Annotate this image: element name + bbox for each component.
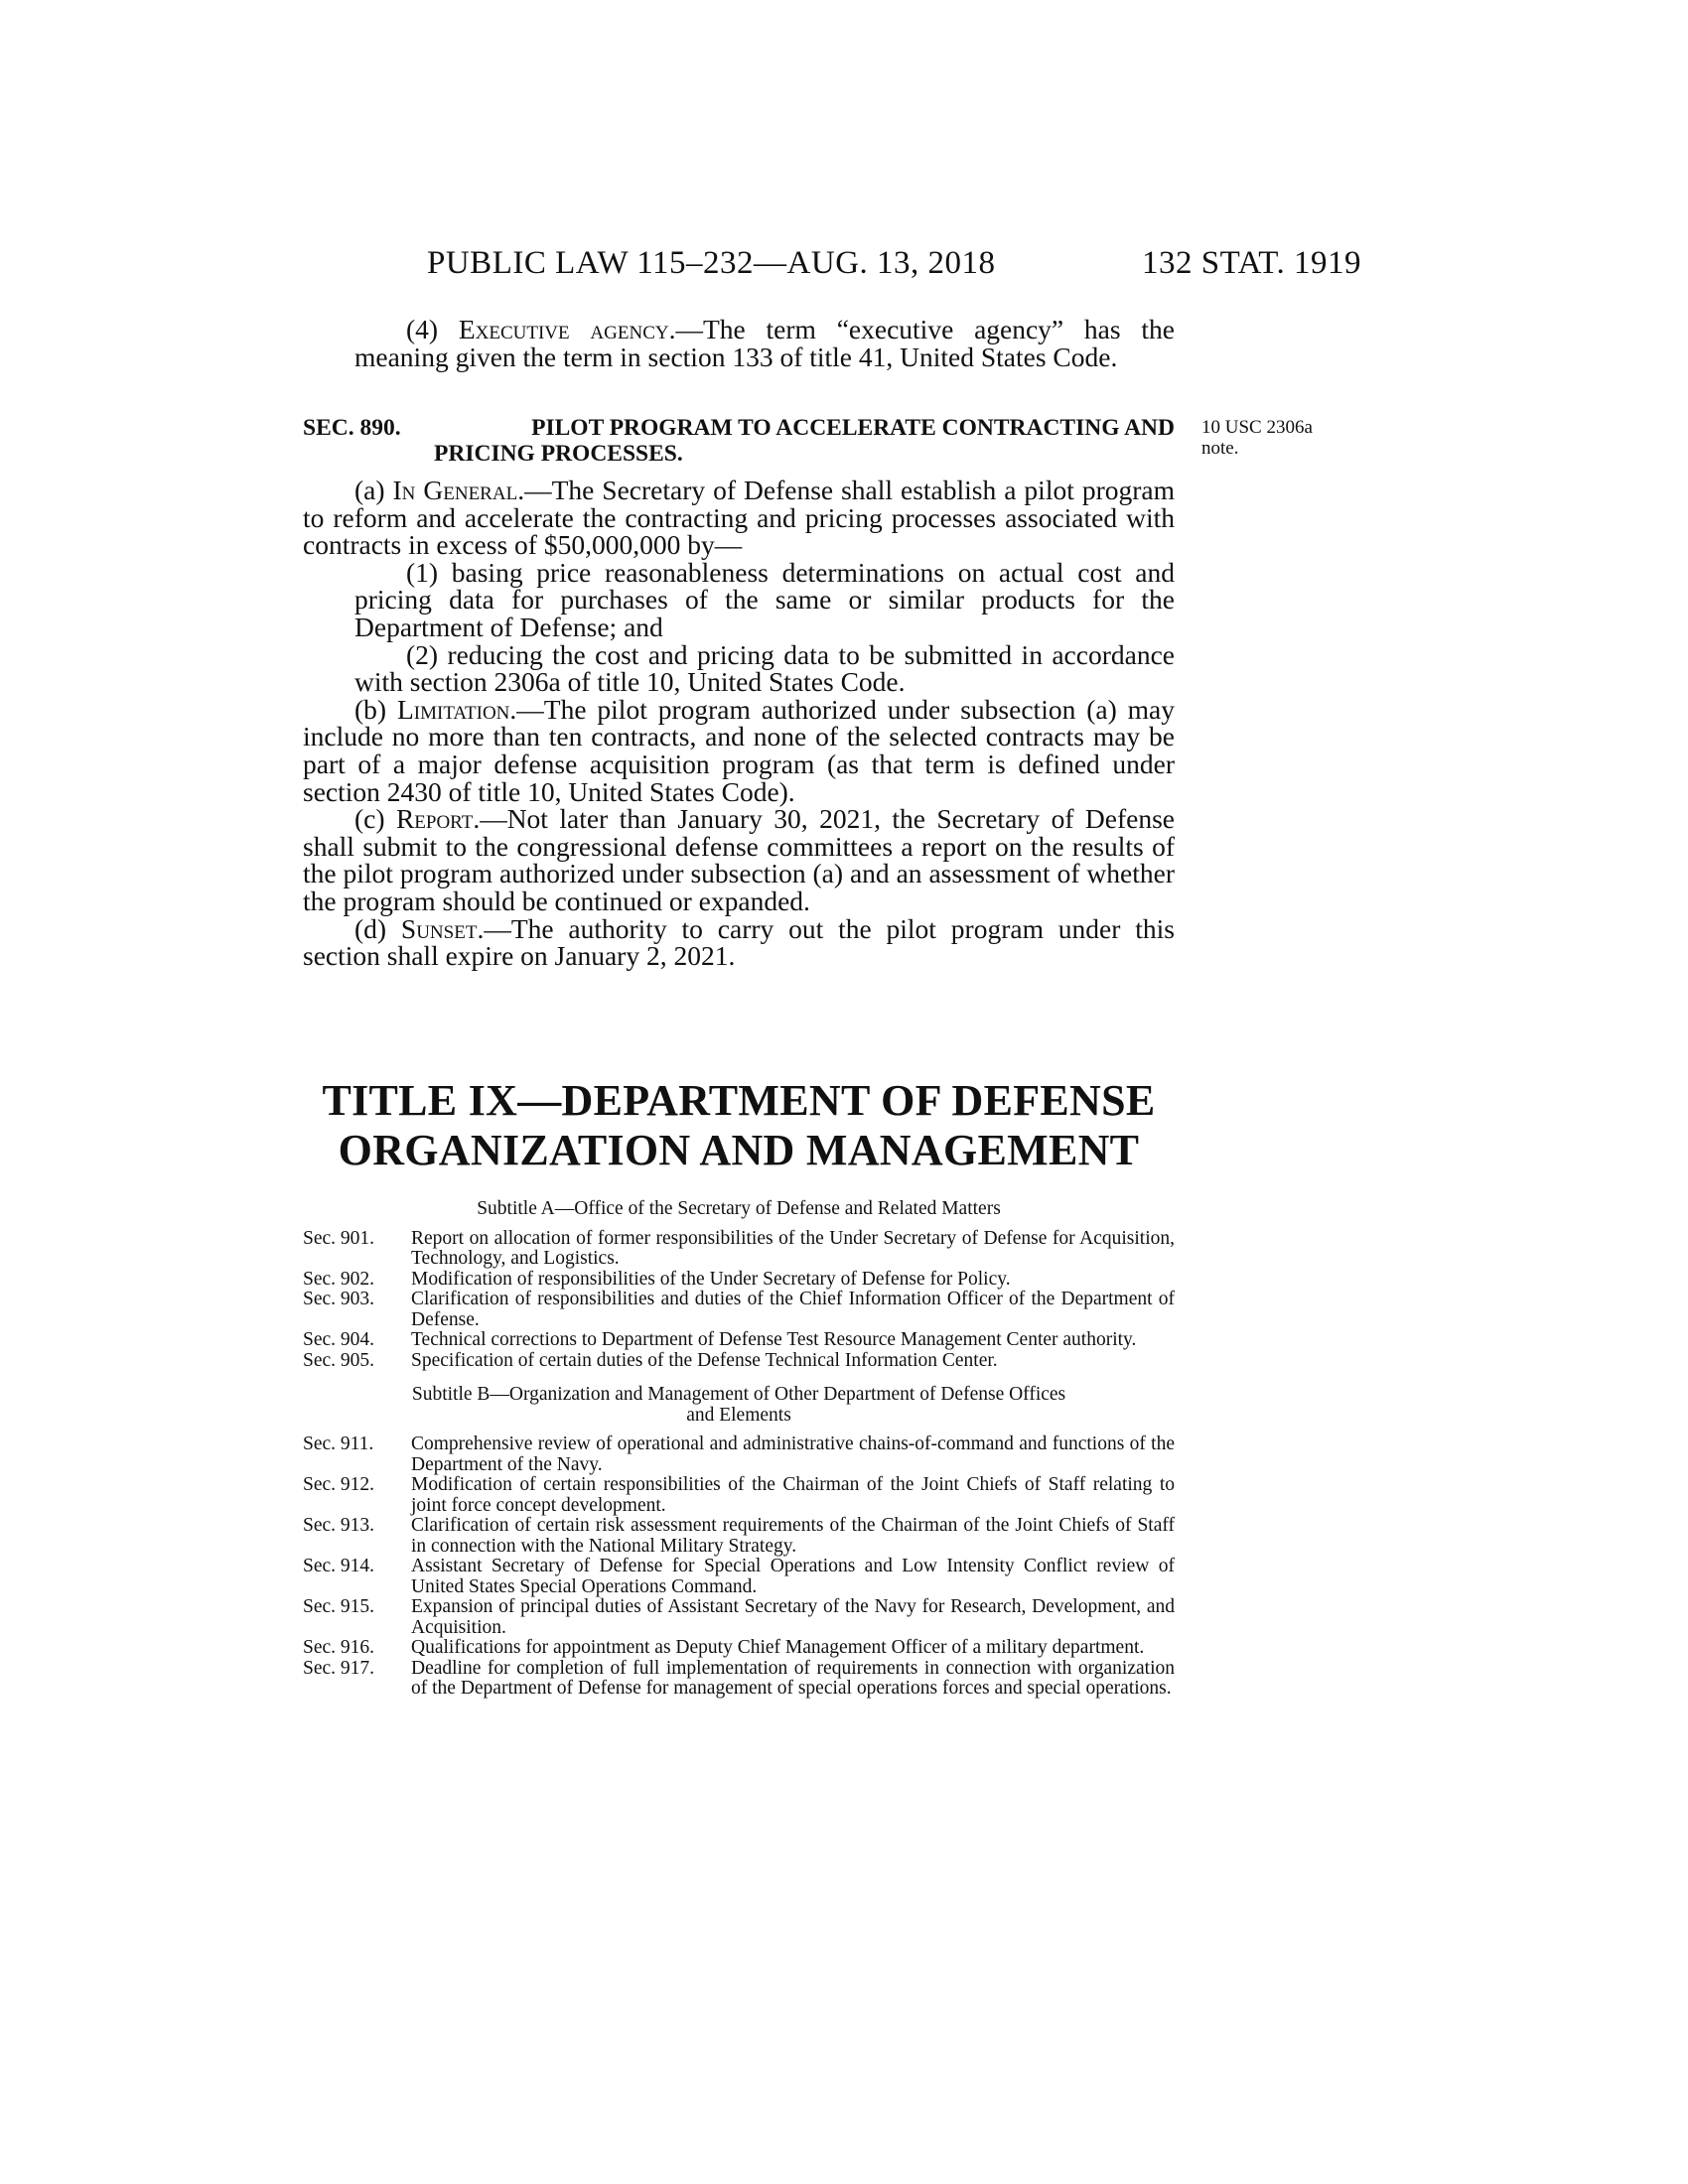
subsection-a-label: (a) bbox=[354, 475, 393, 505]
paragraph-4-text: .—The term “executive agency” has the meaning given the term in section 133 of title 41, United States Code. bbox=[354, 314, 1175, 372]
paragraph-4-block bbox=[303, 316, 1175, 370]
subsection-d-text: .—The authority to carry out the pilot program under this section shall expire on January 2, 2021. bbox=[303, 912, 1175, 972]
subsection-a bbox=[303, 477, 1175, 559]
subsection-a-text: .—The Secretary of Defense shall establish a pilot program to reform and accelerate the contracting and pricing processes associated with contracts in excess of $50,000,000 by— bbox=[303, 475, 1175, 561]
subsection-d bbox=[303, 912, 1175, 972]
title-heading bbox=[303, 1076, 1175, 1175]
toc-section-title: Specification of certain duties of the Defense Technical Information Center. bbox=[411, 1349, 998, 1371]
toc-section-title: Assistant Secretary of Defense for Special Operations and Low Intensity Conflict review of United States Special Operations Command. bbox=[411, 1556, 1175, 1597]
toc-a-entry bbox=[303, 1229, 1175, 1270]
section-number: SEC. 890. bbox=[303, 415, 401, 441]
section-title-line2: PRICING PROCESSES. bbox=[434, 441, 683, 467]
paragraph-4 bbox=[303, 316, 1175, 370]
subsection-c bbox=[303, 805, 1175, 914]
toc-a-entry bbox=[303, 1330, 1175, 1351]
toc-section-number: Sec. 914. bbox=[303, 1556, 375, 1576]
section-title-line1: PILOT PROGRAM TO ACCELERATE CONTRACTING AND bbox=[531, 415, 1175, 441]
toc-b-entry bbox=[303, 1659, 1175, 1700]
subsection-a-2: (2) reducing the cost and pricing data to be submitted in accordance with section 2306a of title 10, United States Code. bbox=[354, 638, 1175, 698]
toc-section-number: Sec. 911. bbox=[303, 1433, 374, 1454]
toc-section-title: Comprehensive review of operational and administrative chains-of-command and functions of the Department of the Navy. bbox=[411, 1433, 1175, 1475]
subtitle-b-list bbox=[303, 1434, 1175, 1700]
subtitle-b-heading-line1: Subtitle B—Organization and Management of Other Department of Defense Offices bbox=[411, 1384, 1066, 1405]
toc-section-title: Modification of responsibilities of the Under Secretary of Defense for Policy. bbox=[411, 1268, 1011, 1290]
toc-section-number: Sec. 903. bbox=[303, 1289, 375, 1309]
subtitle-a-list bbox=[303, 1229, 1175, 1372]
toc-section-number: Sec. 912. bbox=[303, 1474, 375, 1495]
paragraph-4-label: (4) bbox=[406, 314, 459, 344]
running-header-stat-page: 132 STAT. 1919 bbox=[1142, 245, 1362, 281]
toc-section-title: Clarification of certain risk assessment requirements of the Chairman of the Joint Chiefs of Staff in connection with the National Military Strategy. bbox=[411, 1515, 1175, 1557]
subsection-b bbox=[303, 693, 1175, 807]
toc-section-title: Clarification of responsibilities and duties of the Chief Information Officer of the Department of Defense. bbox=[411, 1289, 1175, 1330]
subsection-c-text: .—Not later than January 30, 2021, the Secretary of Defense shall submit to the congressional defense committees a report on the results of the pilot program authorized under subsection (a) and an assessment of whether the program should be continued or expanded. bbox=[303, 803, 1175, 916]
subsection-b-heading: Limitation bbox=[396, 693, 510, 725]
toc-section-number: Sec. 904. bbox=[303, 1329, 375, 1350]
toc-section-number: Sec. 905. bbox=[303, 1349, 375, 1371]
toc-section-title: Modification of certain responsibilities of the Chairman of the Joint Chiefs of Staff relating to joint force concept development. bbox=[411, 1474, 1175, 1516]
toc-section-title: Report on allocation of former responsibilities of the Under Secretary of Defense for Acquisition, Technology, and Logistics. bbox=[411, 1227, 1175, 1269]
toc-b-entry bbox=[303, 1597, 1175, 1638]
subtitle-a-heading: Subtitle A—Office of the Secretary of Defense and Related Matters bbox=[477, 1198, 1001, 1219]
subsection-b-label: (b) bbox=[354, 693, 397, 725]
subsection-b-text: .—The pilot program authorized under subsection (a) may include no more than ten contracts, and none of the selected contracts may be part of a major defense acquisition program (as that term is defined under section 2430 of title 10, United States Code). bbox=[303, 693, 1175, 807]
subtitle-b-heading-line2: and Elements bbox=[686, 1404, 791, 1426]
subsection-c-heading: Report bbox=[395, 803, 474, 835]
toc-section-number: Sec. 915. bbox=[303, 1596, 375, 1617]
toc-a-entry bbox=[303, 1351, 1175, 1372]
subsection-a-1: (1) basing price reasonableness determinations on actual cost and pricing data for purchases of the same or similar products for the Department of Defense; and bbox=[354, 556, 1175, 642]
toc-b-entry bbox=[303, 1638, 1175, 1659]
toc-section-title: Qualifications for appointment as Deputy Chief Management Officer of a military department. bbox=[411, 1637, 1145, 1658]
toc-section-number: Sec. 913. bbox=[303, 1515, 375, 1536]
toc-section-title: Deadline for completion of full implementation of requirements in connection with organization of the Department of Defense for management of special operations forces and special operations. bbox=[411, 1657, 1175, 1699]
toc-section-number: Sec. 902. bbox=[303, 1268, 375, 1290]
subsection-d-heading: Sunset bbox=[400, 912, 478, 944]
table-of-contents bbox=[303, 1199, 1175, 1700]
toc-a-entry bbox=[303, 1290, 1175, 1330]
subsection-d-label: (d) bbox=[354, 912, 401, 944]
subsection-c-label: (c) bbox=[354, 803, 396, 835]
title-line1: TITLE IX—DEPARTMENT OF DEFENSE bbox=[322, 1076, 1156, 1125]
section-heading bbox=[303, 415, 1175, 467]
toc-a-entry bbox=[303, 1270, 1175, 1291]
paragraph-4-heading: Executive agency bbox=[458, 314, 669, 344]
running-header-law: PUBLIC LAW 115–232—AUG. 13, 2018 bbox=[427, 245, 996, 281]
toc-section-number: Sec. 917. bbox=[303, 1657, 375, 1679]
toc-section-title: Technical corrections to Department of Defense Test Resource Management Center authority. bbox=[411, 1329, 1137, 1350]
section-body bbox=[303, 477, 1175, 970]
margin-citation-note: 10 USC 2306a note. bbox=[1201, 417, 1313, 459]
toc-section-number: Sec. 916. bbox=[303, 1637, 375, 1658]
title-line2: ORGANIZATION AND MANAGEMENT bbox=[338, 1126, 1140, 1174]
subsection-a-heading: In General bbox=[392, 475, 518, 505]
toc-b-entry bbox=[303, 1434, 1175, 1475]
toc-b-entry bbox=[303, 1557, 1175, 1597]
toc-b-entry bbox=[303, 1475, 1175, 1516]
toc-b-entry bbox=[303, 1516, 1175, 1557]
toc-section-title: Expansion of principal duties of Assistant Secretary of the Navy for Research, Development, and Acquisition. bbox=[411, 1596, 1175, 1638]
toc-section-number: Sec. 901. bbox=[303, 1227, 375, 1249]
